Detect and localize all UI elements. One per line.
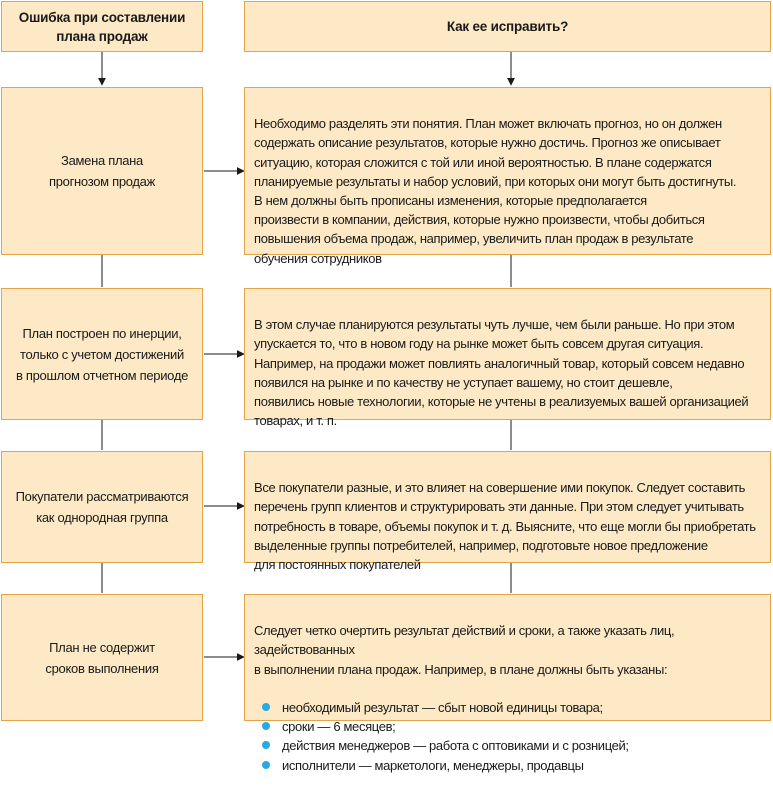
bullet-icon [262,741,270,749]
error-text-3: Покупатели рассматриваются как однородная группа [15,489,189,525]
error-box-2 [1,288,203,420]
fix-bullet-list [254,698,764,775]
header-error [1,1,203,52]
list-item [254,756,764,775]
bullet-icon [262,722,270,730]
error-text-4: План не содержит сроков выполнения [45,639,159,676]
bullet-text: необходимый результат — сбыт новой единицы товара; [282,700,603,716]
header-fix [244,1,771,52]
bullet-text: сроки — 6 месяцев; [282,719,396,735]
error-box-4 [1,594,203,721]
list-item [254,698,764,717]
fix-intro-4: Следует четко очертить результат действий и сроки, а также указать лиц, задействованных в выполнении плана продаж. Например, в плане должны быть указаны: [254,623,675,677]
fix-text-3: Все покупатели разные, и это влияет на совершение ими покупок. Следует составить перечень групп клиентов и структурировать эти данные. При этом следует учитывать потребность в товаре, объемы покупок и т. д. Выясните, что еще могли бы приобретать выделенные группы потребителей, например, подготовьте новое предложение для постоянных покупателей [254,480,756,573]
bullet-icon [262,761,270,769]
error-box-1 [1,87,203,255]
header-error-text: Ошибка при составлении плана продаж [18,9,186,44]
error-text-1: Замена плана прогнозом продаж [48,153,156,189]
fix-box-4 [244,594,771,773]
error-text-2: План построен по инерции, только с учетом достижений в прошлом отчетном периоде [15,325,189,383]
bullet-text: действия менеджеров — работа с оптовиками и с розницей; [282,738,629,754]
error-box-3 [1,451,203,563]
fix-box-2 [244,288,771,429]
fix-box-1 [244,87,771,266]
fix-text-1: Необходимо разделять эти понятия. План может включать прогноз, но он должен содержать описание результатов, которые нужно достичь. Прогноз же описывает ситуацию, которая сложится с той или иной вероятностью. В плане содержатся планируемые результаты и набор условий, при которых они могут быть достигнуты. В нем должны быть прописаны изменения, которые предполагается произвести в компании, действия, которые нужно произвести, чтобы добиться повышения объема продаж, например, увеличить план продаж в результате обучения сотрудников [254,116,737,266]
header-fix-text: Как ее исправить? [446,19,569,34]
bullet-icon [262,703,270,711]
fix-box-3 [244,451,771,573]
bullet-text: исполнители — маркетологи, менеджеры, продавцы [282,757,584,773]
list-item [254,717,764,736]
fix-text-2: В этом случае планируются результаты чуть лучше, чем были раньше. Но при этом упускается то, что в новом году на рынке может быть совсем другая ситуация. Например, на продажи может повлиять аналогичный товар, который совсем недавно появился на рынке и по качеству не уступает вашему, но стоит дешевле, появились новые технологии, которые не учтены в реализуемых вашей организацией товарах, и т. п. [254,317,749,429]
list-item [254,736,764,755]
